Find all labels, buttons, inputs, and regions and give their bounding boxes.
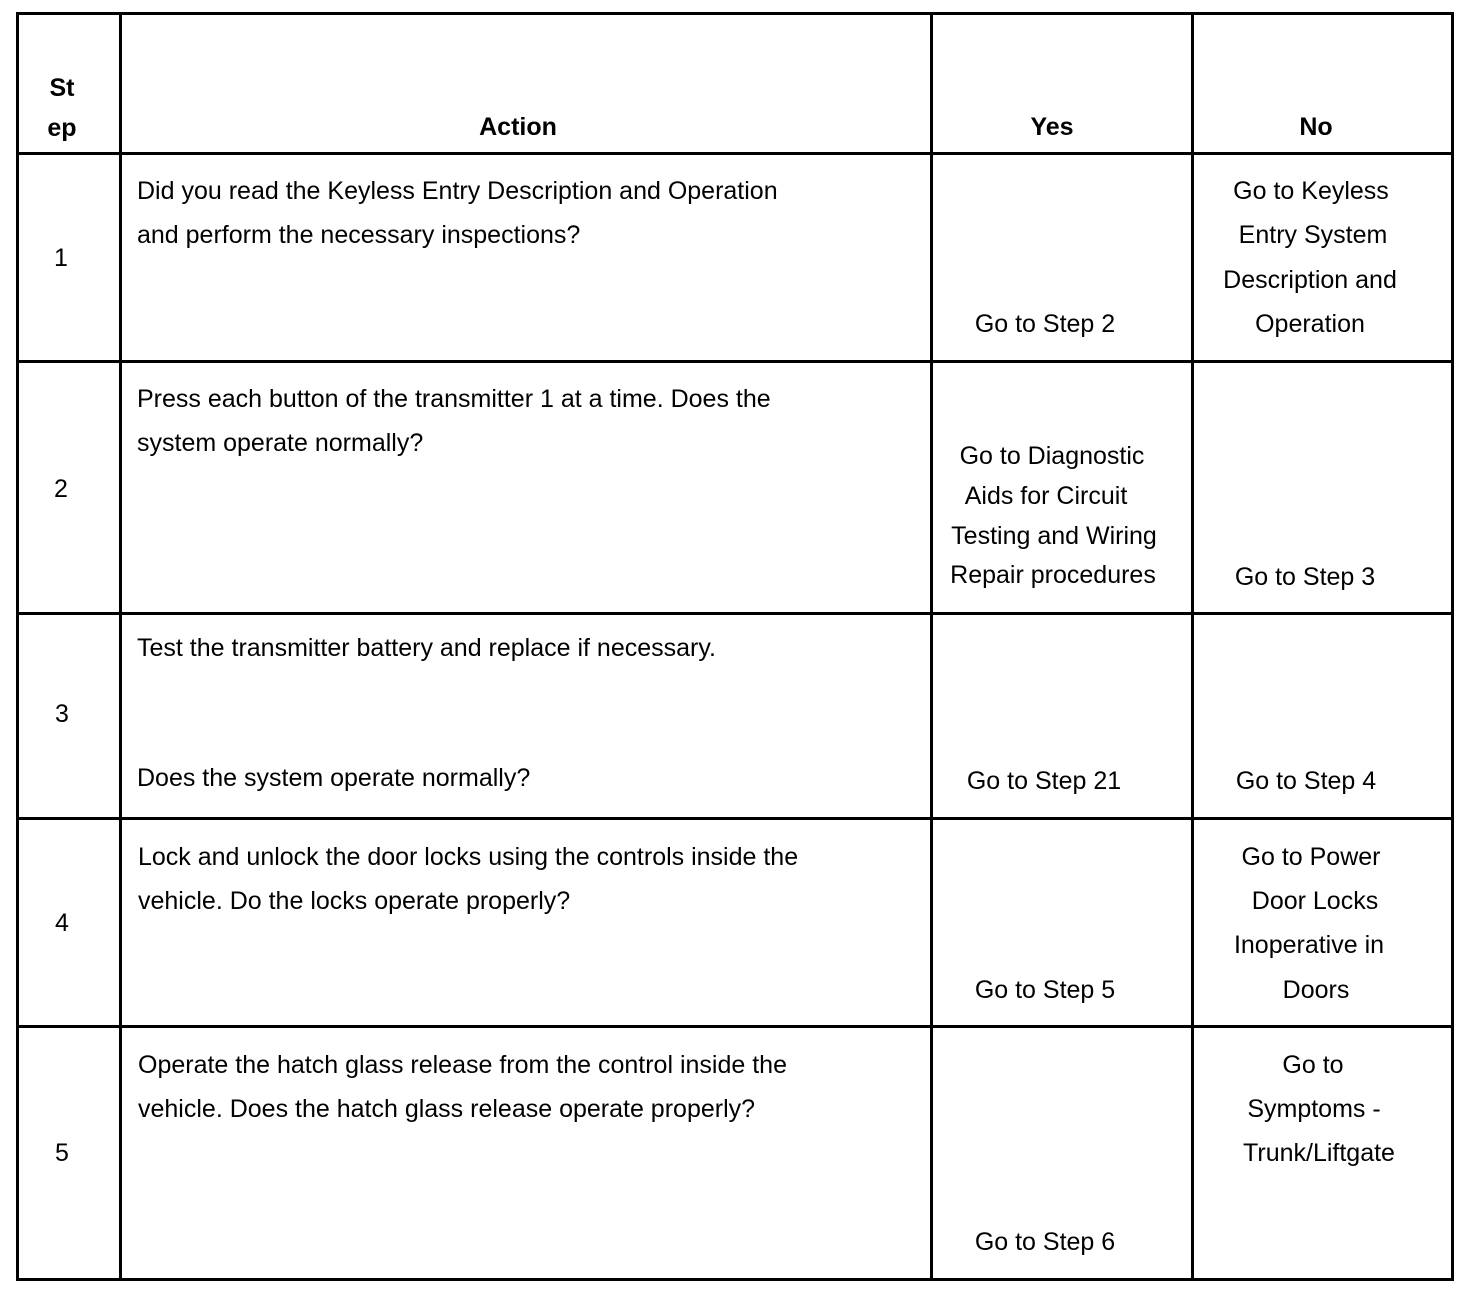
table-border-bottom bbox=[17, 1278, 1454, 1281]
step-number: 4 bbox=[55, 909, 69, 937]
row-divider bbox=[17, 152, 1454, 155]
action-text: Test the transmitter battery and replace if necessary. bbox=[137, 634, 716, 662]
action-text: vehicle. Do the locks operate properly? bbox=[138, 887, 571, 915]
header-yes: Yes bbox=[1030, 113, 1074, 141]
step-number: 3 bbox=[55, 700, 69, 728]
no-result: Inoperative in bbox=[1233, 931, 1385, 959]
table-border-left bbox=[16, 12, 19, 1281]
step-number: 5 bbox=[55, 1139, 69, 1167]
row-divider bbox=[17, 612, 1454, 615]
header-action: Action bbox=[479, 113, 557, 141]
yes-result: Testing and Wiring bbox=[951, 522, 1157, 550]
yes-result: Repair procedures bbox=[950, 561, 1156, 589]
action-text: Lock and unlock the door locks using the controls inside the bbox=[138, 843, 799, 871]
no-result: Entry System bbox=[1238, 221, 1388, 249]
action-text: and perform the necessary inspections? bbox=[137, 221, 581, 249]
yes-result: Go to Diagnostic bbox=[959, 442, 1145, 470]
no-result: Go to bbox=[1282, 1051, 1344, 1079]
column-divider bbox=[930, 12, 933, 1281]
action-text: system operate normally? bbox=[137, 429, 424, 457]
no-result: Go to Step 3 bbox=[1234, 563, 1376, 591]
no-result: Door Locks bbox=[1251, 887, 1379, 915]
no-result: Description and bbox=[1223, 266, 1397, 294]
no-result: Trunk/Liftgate bbox=[1243, 1139, 1395, 1167]
yes-result: Aids for Circuit bbox=[964, 482, 1128, 510]
action-text: Press each button of the transmitter 1 at a time. Does the bbox=[137, 385, 771, 413]
yes-result: Go to Step 5 bbox=[974, 976, 1116, 1004]
no-result: Doors bbox=[1282, 976, 1350, 1004]
no-result: Symptoms - bbox=[1247, 1095, 1381, 1123]
action-text: Does the system operate normally? bbox=[137, 764, 531, 792]
yes-result: Go to Step 21 bbox=[966, 767, 1122, 795]
yes-result: Go to Step 6 bbox=[974, 1228, 1116, 1256]
action-text: Operate the hatch glass release from the control inside the bbox=[138, 1051, 787, 1079]
header-no: No bbox=[1299, 113, 1333, 141]
column-divider bbox=[119, 12, 122, 1281]
header-step: ep bbox=[47, 114, 77, 142]
no-result: Go to Power bbox=[1241, 843, 1381, 871]
step-number: 1 bbox=[54, 244, 68, 272]
yes-result: Go to Step 2 bbox=[974, 310, 1116, 338]
step-number: 2 bbox=[54, 475, 68, 503]
table-border-top bbox=[17, 12, 1454, 15]
row-divider bbox=[17, 1025, 1454, 1028]
row-divider bbox=[17, 817, 1454, 820]
row-divider bbox=[17, 360, 1454, 363]
no-result: Go to Step 4 bbox=[1235, 767, 1377, 795]
column-divider bbox=[1191, 12, 1194, 1281]
no-result: Operation bbox=[1255, 310, 1365, 338]
header-step: St bbox=[49, 74, 75, 102]
action-text: vehicle. Does the hatch glass release operate properly? bbox=[138, 1095, 756, 1123]
no-result: Go to Keyless bbox=[1233, 177, 1389, 205]
action-text: Did you read the Keyless Entry Description and Operation bbox=[137, 177, 778, 205]
table-border-right bbox=[1451, 12, 1454, 1281]
